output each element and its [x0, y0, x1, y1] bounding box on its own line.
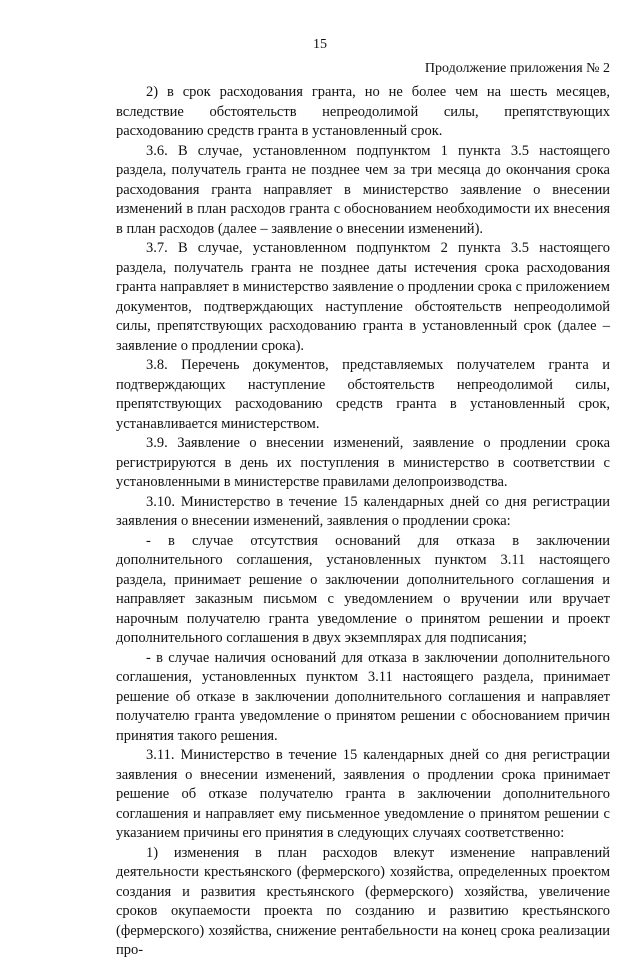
paragraph-3-7: 3.7. В случае, установленном подпунктом 2 пункта 3.5 настоящего раздела, получатель гранта не позднее даты истечения срока расходования гранта направляет в министерство заявление о продлении срока с приложением документов, подтверждающих наступление обстоятельств непреодолимой силы, препятствующих расходованию гранта в установленный срок (далее – заявление о продлении срока). — [116, 240, 610, 354]
paragraph-3-11: 3.11. Министерство в течение 15 календарных дней со дня регистрации заявления о внесении изменений, заявления о продлении срока принимает решение об отказе получателю гранта в заключении дополнительного соглашения и направляет ему письменное уведомление о принятом решении с указанием причины его принятия в следующих случаях соответственно: — [116, 747, 610, 841]
paragraph-3-6: 3.6. В случае, установленном подпунктом 1 пункта 3.5 настоящего раздела, получатель гранта не позднее чем за три месяца до окончания срока расходования гранта направляет в министерство заявление о внесении изменений в план расходов гранта с обоснованием необходимости их внесения в план расходов (далее – заявление о внесении изменений). — [116, 142, 610, 237]
paragraph-refusal-grounds: - в случае наличия оснований для отказа в заключении дополнительного соглашения, установленных пунктом 3.11 настоящего раздела, принимает решение об отказе в заключении дополнительного соглашения и направляет получателю гранта уведомление о принятом решении с обоснованием причин принятия такого решения. — [116, 649, 610, 744]
paragraph-3-9: 3.9. Заявление о внесении изменений, заявление о продлении срока регистрируются в день их поступления в министерство в соответствии с установленными в министерстве правилами делопроизводства. — [116, 435, 610, 490]
paragraph-plan-changes-case: 1) изменения в план расходов влекут изменение направлений деятельности крестьянского (фермерского) хозяйства, определенных проектом создания и развития крестьянского (фермерского) хозяйства, увеличение сроков окупаемости проекта по созданию и развитию крестьянского (фермерского) хозяйства, снижение рентабельности на конец срока реализации про- — [116, 844, 610, 958]
document-body — [116, 83, 610, 961]
paragraph-no-refusal-grounds: - в случае отсутствия оснований для отказа в заключении дополнительного соглашения, установленных пунктом 3.11 настоящего раздела, принимает решение о заключении дополнительного соглашения и направляет заказным письмом с уведомлением о вручении или вручает нарочным получателю гранта уведомление о принятом решении и проект дополнительного соглашения в двух экземплярах для подписания; — [116, 532, 610, 646]
appendix-continuation-note: Продолжение приложения № 2 — [424, 61, 610, 76]
paragraph-3-10: 3.10. Министерство в течение 15 календарных дней со дня регистрации заявления о внесении изменений, заявления о продлении срока: — [116, 493, 610, 529]
paragraph-3-8: 3.8. Перечень документов, представляемых получателем гранта и подтверждающих наступление обстоятельств непреодолимой силы, препятствующих расходованию средств гранта в установленный срок, устанавливается министерством. — [116, 357, 610, 432]
page-number: 15 — [313, 37, 327, 52]
paragraph-grant-spending-term: 2) в срок расходования гранта, но не более чем на шесть месяцев, вследствие обстоятельств непреодолимой силы, препятствующих расходованию средств гранта в установленный срок. — [116, 84, 610, 139]
